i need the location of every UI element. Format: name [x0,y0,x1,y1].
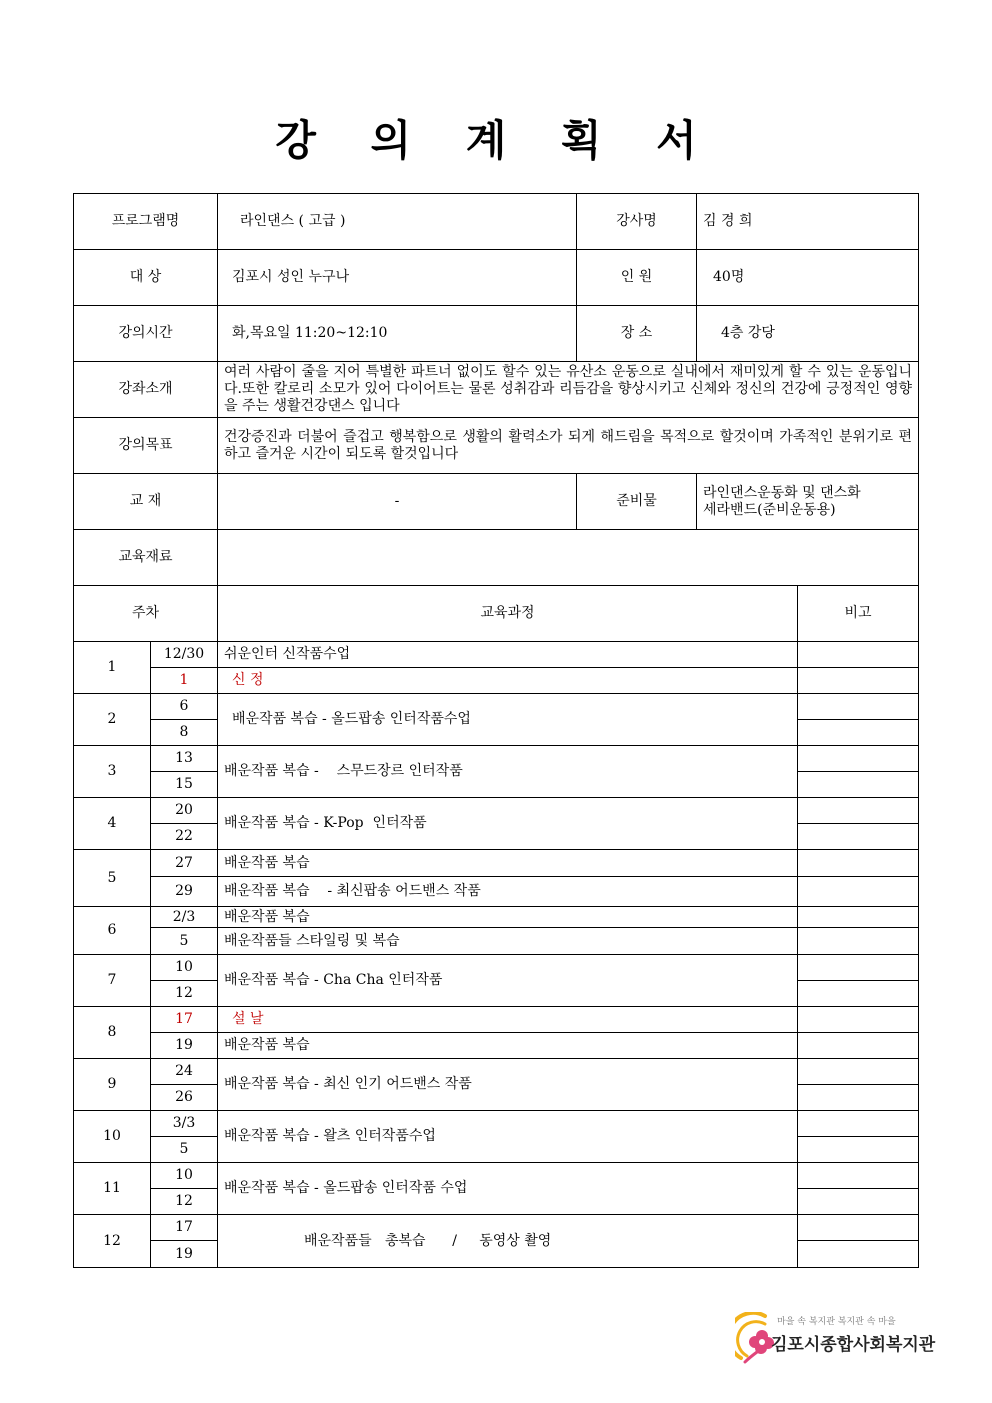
week-header: 주차 [74,586,218,642]
week-number: 4 [74,798,151,850]
capacity-label: 인 원 [577,250,697,306]
week-number: 3 [74,746,151,798]
note-cell [798,694,919,720]
note-cell [798,981,919,1007]
time-label: 강의시간 [74,306,218,362]
supplies-line-2: 세라밴드(준비운동용) [703,501,836,518]
class-date: 3/3 [151,1111,218,1137]
welfare-center-logo [735,1310,936,1366]
note-cell [798,907,919,928]
program-label: 프로그램명 [74,194,218,250]
class-date: 17 [151,1007,218,1033]
week-number: 1 [74,642,151,694]
course-content: 배운작품 복습 [218,907,798,928]
class-date: 17 [151,1215,218,1241]
note-cell [798,1085,919,1111]
class-date: 15 [151,772,218,798]
note-cell [798,798,919,824]
class-date: 1 [151,668,218,694]
holiday-label: 설 날 [218,1007,798,1033]
textbook-label: 교 재 [74,474,218,530]
note-cell [798,1189,919,1215]
week-row [74,955,919,981]
week-row [74,1059,919,1085]
week-number: 10 [74,1111,151,1163]
class-date: 26 [151,1085,218,1111]
class-date: 24 [151,1059,218,1085]
class-date: 29 [151,877,218,907]
week-row [74,1111,919,1137]
course-content: 배운작품 복습 - 올드팝송 인터작품 수업 [218,1163,798,1215]
note-cell [798,1111,919,1137]
week-row [74,1215,919,1241]
note-cell [798,746,919,772]
week-number: 2 [74,694,151,746]
instructor-label: 강사명 [577,194,697,250]
class-date: 2/3 [151,907,218,928]
course-content: 배운작품 복습 - 스무드장르 인터작품 [218,746,798,798]
note-cell [798,1007,919,1033]
class-date: 5 [151,1137,218,1163]
note-cell [798,1033,919,1059]
note-cell [798,1215,919,1241]
note-cell [798,668,919,694]
class-date: 6 [151,694,218,720]
note-cell [798,1241,919,1268]
course-content: 배운작품 복습 - 왈츠 인터작품수업 [218,1111,798,1163]
week-number: 5 [74,850,151,907]
week-number: 11 [74,1163,151,1215]
week-row [74,1163,919,1189]
class-date: 5 [151,928,218,955]
week-row [74,850,919,877]
place-label: 장 소 [577,306,697,362]
week-row [74,746,919,772]
place-value: 4층 강당 [697,306,919,362]
note-cell [798,772,919,798]
note-cell [798,877,919,907]
course-content: 배운작품 복습 - 최신 인기 어드밴스 작품 [218,1059,798,1111]
note-cell [798,642,919,668]
week-row [74,694,919,720]
week-row [74,907,919,928]
week-number: 12 [74,1215,151,1268]
week-number: 9 [74,1059,151,1111]
class-date: 22 [151,824,218,850]
textbook-value: - [218,474,577,530]
note-cell [798,720,919,746]
class-date: 20 [151,798,218,824]
page-title: 강 의 계 획 서 [275,116,717,165]
course-content: 쉬운인터 신작품수업 [218,642,798,668]
course-content: 배운작품 복습 - Cha Cha 인터작품 [218,955,798,1007]
class-date: 12/30 [151,642,218,668]
program-value: 라인댄스 ( 고급 ) [218,194,577,250]
week-row [74,798,919,824]
note-cell [798,928,919,955]
note-cell [798,955,919,981]
logo-name: 김포시종합사회복지관 [771,1335,936,1355]
class-date: 12 [151,1189,218,1215]
capacity-value: 40명 [697,250,919,306]
note-cell [798,1163,919,1189]
goal-label: 강의목표 [74,418,218,474]
target-label: 대 상 [74,250,218,306]
class-date: 19 [151,1241,218,1268]
material-label: 교육재료 [74,530,218,586]
instructor-value: 김 경 희 [697,194,919,250]
note-cell [798,1137,919,1163]
supplies-line-1: 라인댄스운동화 및 댄스화 [703,484,861,501]
week-row [74,642,919,668]
week-number: 6 [74,907,151,955]
note-cell [798,850,919,877]
logo-tagline: 마을 속 복지관 복지관 속 마을 [777,1317,896,1327]
goal-value: 건강증진과 더불어 즐겁고 행복함으로 생활의 활력소가 되게 해드림을 목적으로 할것이며 가족적인 분위기로 편하고 즐거운 시간이 되도록 할것입니다 [218,418,919,474]
class-date: 12 [151,981,218,1007]
course-content: 배운작품들 총복습 / 동영상 촬영 [218,1215,798,1268]
holiday-label: 신 정 [218,668,798,694]
course-content: 배운작품 복습 [218,1033,798,1059]
lecture-plan-table [73,193,919,1268]
supplies-value [697,474,919,530]
week-number: 7 [74,955,151,1007]
course-content: 배운작품 복습 [218,850,798,877]
course-content: 배운작품들 스타일링 및 복습 [218,928,798,955]
material-value [218,530,919,586]
class-date: 10 [151,955,218,981]
class-date: 27 [151,850,218,877]
target-value: 김포시 성인 누구나 [218,250,577,306]
note-cell [798,1059,919,1085]
course-content: 배운작품 복습 - 최신팝송 어드밴스 작품 [218,877,798,907]
note-header: 비고 [798,586,919,642]
intro-label: 강좌소개 [74,362,218,418]
course-content: 배운작품 복습 - K-Pop 인터작품 [218,798,798,850]
class-date: 10 [151,1163,218,1189]
supplies-label: 준비물 [577,474,697,530]
class-date: 13 [151,746,218,772]
class-date: 19 [151,1033,218,1059]
week-row [74,1007,919,1033]
note-cell [798,824,919,850]
intro-value: 여러 사람이 줄을 지어 특별한 파트너 없이도 할수 있는 유산소 운동으로 실내에서 재미있게 할 수 있는 운동입니다.또한 칼로리 소모가 있어 다이어트는 물론 성취감과 리듬감을 향상시키고 신체와 정신의 건강에 긍정적인 영향을 주는 생활건강댄스 입니다 [218,362,919,418]
course-header: 교육과정 [218,586,798,642]
time-value: 화,목요일 11:20~12:10 [218,306,577,362]
class-date: 8 [151,720,218,746]
course-content: 배운작품 복습 - 올드팝송 인터작품수업 [218,694,798,746]
week-number: 8 [74,1007,151,1059]
